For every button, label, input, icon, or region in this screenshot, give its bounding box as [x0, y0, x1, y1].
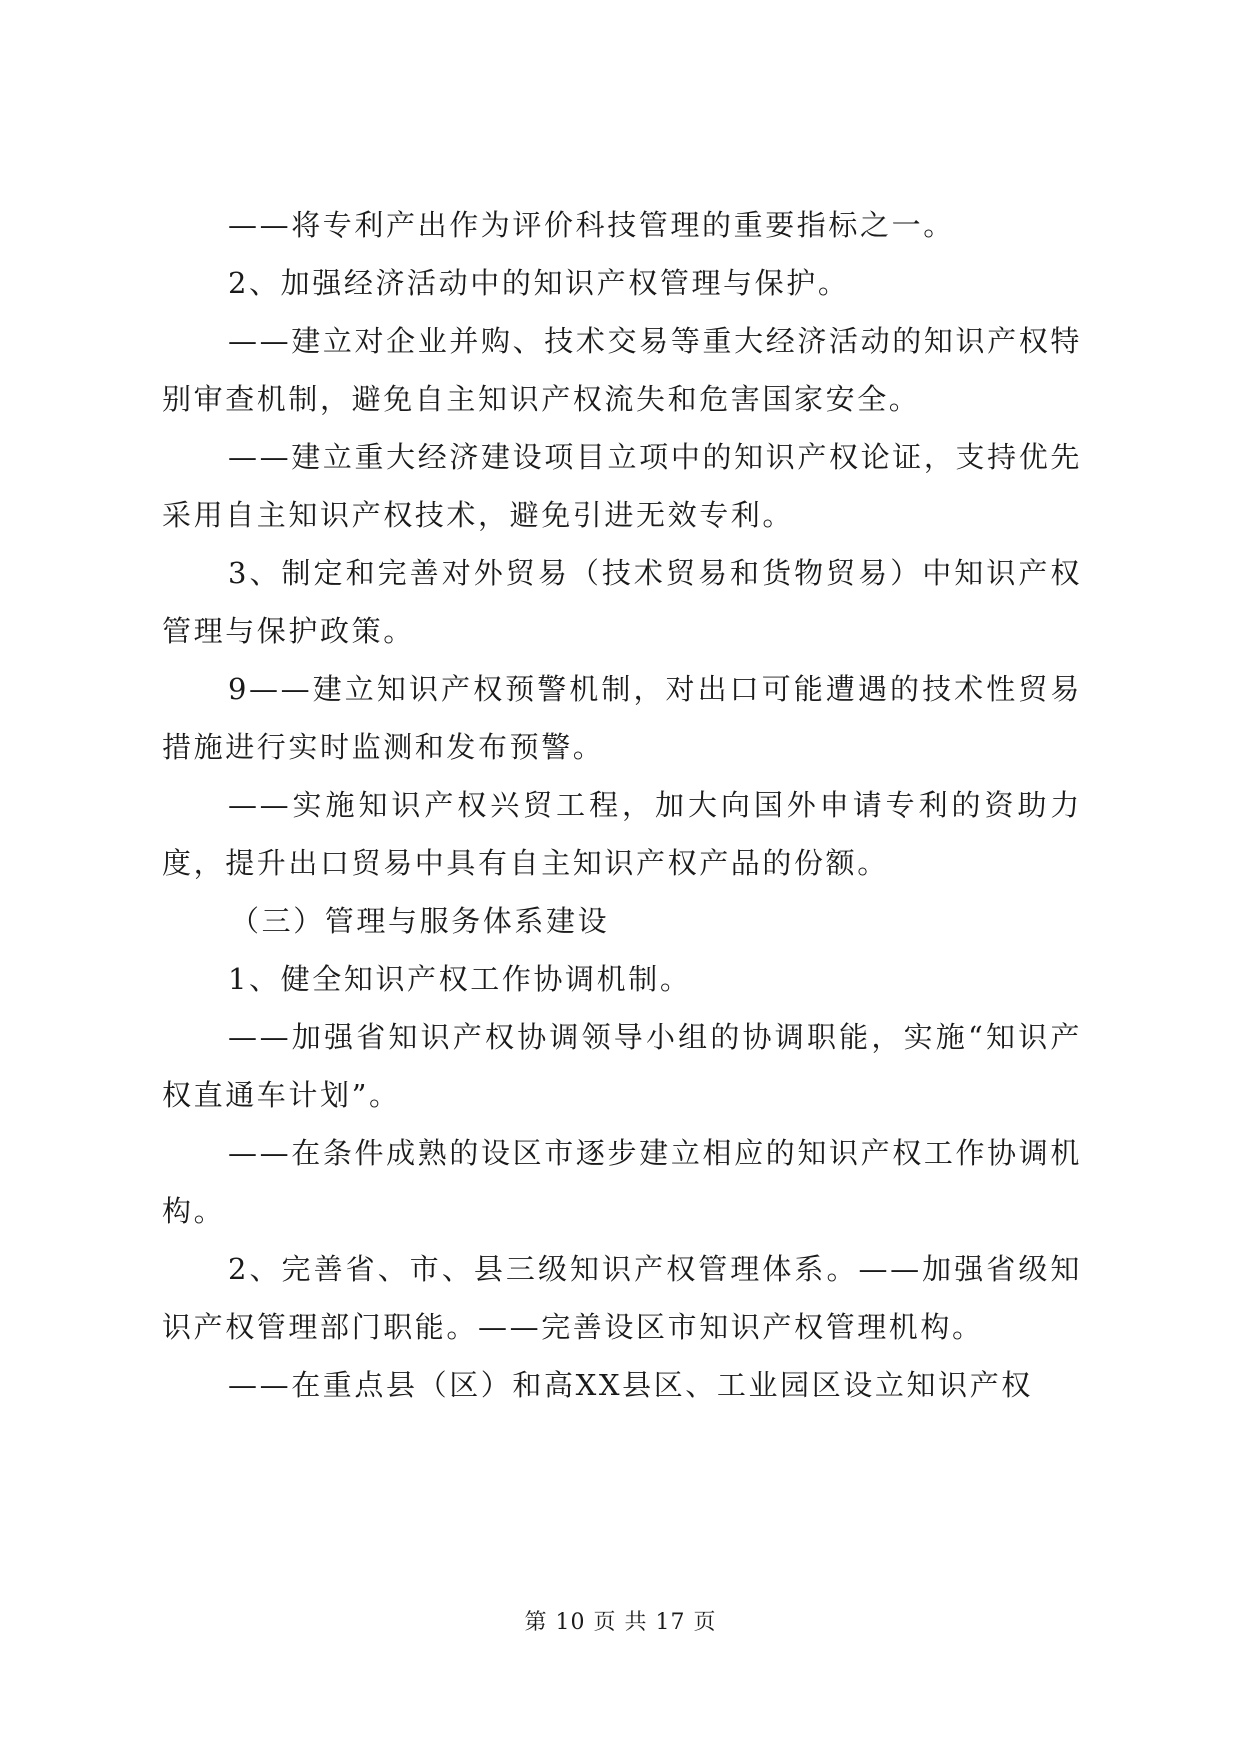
document-body — [162, 196, 1082, 1414]
page-number-footer: 第 10 页 共 17 页 — [524, 1610, 717, 1635]
paragraph-trade-promotion-project: ——实施知识产权兴贸工程，加大向国外申请专利的资助力度，提升出口贸易中具有自主知识产权产品的份额。 — [162, 788, 1082, 880]
paragraph-city-coordination-body: ——在条件成熟的设区市逐步建立相应的知识产权工作协调机构。 — [162, 1136, 1082, 1228]
section-heading-management-service: （三）管理与服务体系建设 — [230, 904, 610, 938]
paragraph-ip-early-warning: 9——建立知识产权预警机制，对出口可能遭遇的技术性贸易措施进行实时监测和发布预警。 — [162, 672, 1082, 764]
paragraph-project-ip-argumentation: ——建立重大经济建设项目立项中的知识产权论证，支持优先采用自主知识产权技术，避免引进无效专利。 — [162, 440, 1082, 532]
paragraph-county-ip-offices: ——在重点县（区）和高XX县区、工业园区设立知识产权 — [228, 1368, 1033, 1402]
paragraph-coordination-mechanism-heading: 1、健全知识产权工作协调机制。 — [228, 962, 692, 996]
paragraph-foreign-trade-policy-heading: 3、制定和完善对外贸易（技术贸易和货物贸易）中知识产权管理与保护政策。 — [162, 556, 1082, 648]
paragraph-coordination-group: ——加强省知识产权协调领导小组的协调职能，实施“知识产权直通车计划”。 — [162, 1020, 1082, 1112]
paragraph-special-review-mechanism: ——建立对企业并购、技术交易等重大经济活动的知识产权特别审查机制，避免自主知识产权流失和危害国家安全。 — [162, 324, 1082, 416]
paragraph-economic-activity-heading: 2、加强经济活动中的知识产权管理与保护。 — [228, 266, 850, 300]
paragraph-patent-output-indicator: ——将专利产出作为评价科技管理的重要指标之一。 — [228, 208, 955, 242]
paragraph-three-level-system: 2、完善省、市、县三级知识产权管理体系。——加强省级知识产权管理部门职能。——完善设区市知识产权管理机构。 — [162, 1252, 1082, 1344]
